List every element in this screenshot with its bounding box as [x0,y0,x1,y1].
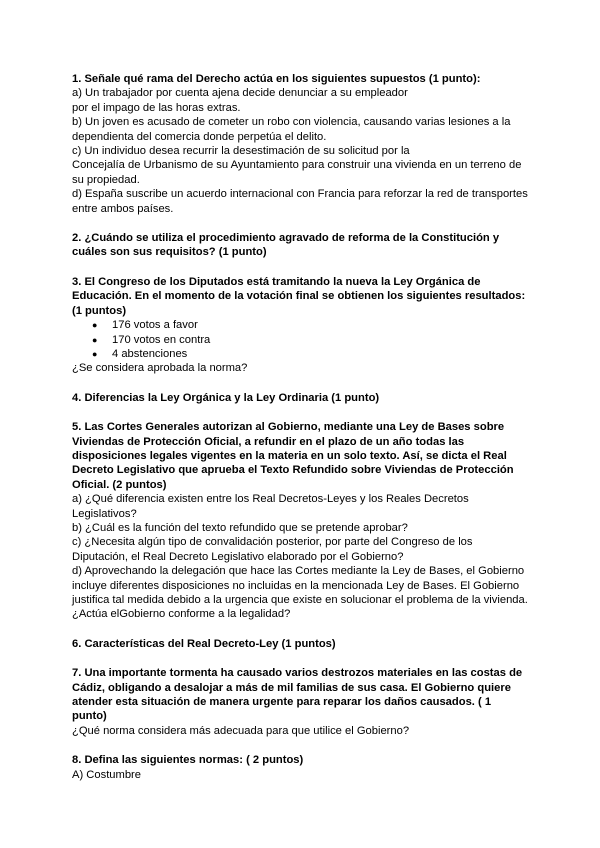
question-1-line-d2: entre ambos países. [72,202,174,215]
question-1-line-a1: a) Un trabajador por cuenta ajena decide denunciar a su empleador [72,87,408,100]
question-1-line-b1: b) Un joven es acusado de cometer un robo con violencia, causando varias lesiones a la [72,116,511,129]
question-7-line: ¿Qué norma considera más adecuada para que utilice el Gobierno? [72,724,410,737]
question-5-line-d4: ¿Actúa elGobierno conforme a la legalidad? [72,608,291,621]
question-5-line-b: b) ¿Cuál es la función del texto refundido que se pretende aprobar? [72,521,408,534]
question-5-line-d2: incluye diferentes disposiciones no incluidas en la mencionada Ley de Bases. El Gobierno [72,579,520,592]
question-1-line-b2: dependienta del comercia donde perpetúa el delito. [72,130,327,143]
question-8 [72,753,528,782]
vote-result-item: ● 170 votos en contra [92,333,528,347]
question-1-line-c1: c) Un individuo desea recurrir la desestimación de su solicitud por la [72,145,410,158]
question-8-line-a: A) Costumbre [72,768,142,781]
question-5-line-a2: Legislativos? [72,507,137,520]
vote-result-item: ● 176 votos a favor [92,318,528,332]
question-7 [72,666,528,738]
question-5-line-d1: d) Aprovechando la delegación que hace las Cortes mediante la Ley de Bases, el Gobierno [72,565,525,578]
vote-result-item: ● 4 abstenciones [92,347,528,361]
question-4-title: 4. Diferencias la Ley Orgánica y la Ley Ordinaria (1 punto) [72,391,380,404]
question-7-title: 7. Una importante tormenta ha causado varios destrozos materiales en las costas de Cádiz, obligando a desalojar a más de mil familias de sus casa. El Gobierno quiere atender esta situación de manera urgente para reparar los daños causados. ( 1 punto) [72,667,523,723]
question-2 [72,231,528,260]
question-5-line-a1: a) ¿Qué diferencia existen entre los Real Decretos-Leyes y los Reales Decretos [72,493,469,506]
question-1-line-d1: d) España suscribe un acuerdo internacional con Francia para reforzar la red de transportes [72,188,528,201]
question-5-line-c2: Diputación, el Real Decreto Legislativo elaborado por el Gobierno? [72,550,404,563]
vote-results-list [72,318,528,361]
question-3-title: 3. El Congreso de los Diputados está tramitando la nueva la Ley Orgánica de Educación. En el momento de la votación final se obtienen los siguientes resultados: (1 puntos) [72,275,526,317]
question-5-title: 5. Las Cortes Generales autorizan al Gobierno, mediante una Ley de Bases sobre Viviendas de Protección Oficial, a refundir en el plazo de un año todas las disposiciones legales vigentes en la materia en un solo texto. Así, se dicta el Real Decreto Legislativo que aprueba el Texto Refundido sobre Viviendas de Protección Oficial. (2 puntos) [72,421,514,491]
question-8-title: 8. Defina las siguientes normas: ( 2 puntos) [72,754,304,767]
question-5-line-c1: c) ¿Necesita algún tipo de convalidación posterior, por parte del Congreso de los [72,536,473,549]
question-3 [72,275,528,376]
question-6-title: 6. Características del Real Decreto-Ley (1 puntos) [72,637,336,650]
question-1-line-c2: Concejalía de Urbanismo de su Ayuntamiento para construir una vivienda en un terreno de [72,159,522,172]
question-5-line-d3: justifica tal medida debido a la urgencia que existe en solucionar el problema de la vivienda. [72,594,528,606]
question-6 [72,637,528,651]
question-1-line-a2: por el impago de las horas extras. [72,101,241,114]
question-1-title: 1. Señale qué rama del Derecho actúa en los siguientes supuestos (1 punto): [72,73,481,85]
question-2-title: 2. ¿Cuándo se utiliza el procedimiento agravado de reforma de la Constitución y cuáles son sus requisitos? (1 punto) [72,232,500,259]
question-1 [72,72,528,216]
question-5 [72,420,528,622]
question-1-line-c3: su propiedad. [72,173,140,186]
question-4 [72,391,528,405]
question-3-followup: ¿Se considera aprobada la norma? [72,362,248,375]
